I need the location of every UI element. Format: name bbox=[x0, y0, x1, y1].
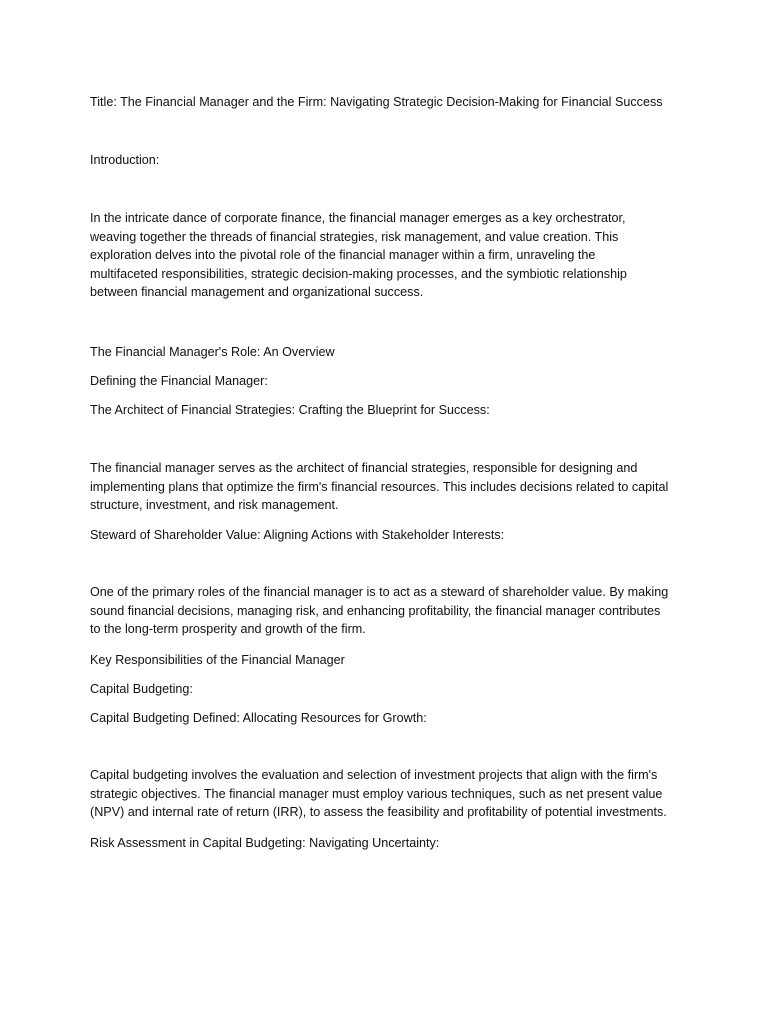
steward-heading: Steward of Shareholder Value: Aligning Actions with Stakeholder Interests: bbox=[90, 528, 505, 542]
capital-budgeting-heading: Capital Budgeting: bbox=[90, 682, 193, 696]
paragraph-line: One of the primary roles of the financial manager is to act as a steward of shareholder value. By making bbox=[90, 585, 669, 599]
paragraph-line: multifaceted responsibilities, strategic decision-making processes, and the symbiotic relationship bbox=[90, 266, 627, 281]
paragraph-line: weaving together the threads of financial strategies, risk management, and value creation. This bbox=[90, 229, 619, 244]
introduction-paragraph bbox=[90, 209, 627, 302]
architect-heading: The Architect of Financial Strategies: Crafting the Blueprint for Success: bbox=[90, 403, 490, 417]
paragraph-line: sound financial decisions, managing risk, and enhancing profitability, the financial manager contributes bbox=[90, 603, 661, 618]
paragraph-line: In the intricate dance of corporate finance, the financial manager emerges as a key orchestrator, bbox=[90, 211, 626, 225]
risk-assessment-heading: Risk Assessment in Capital Budgeting: Navigating Uncertainty: bbox=[90, 836, 440, 850]
key-responsibilities-heading: Key Responsibilities of the Financial Manager bbox=[90, 653, 345, 667]
paragraph-line: between financial management and organizational success. bbox=[90, 285, 424, 300]
introduction-heading: Introduction: bbox=[90, 153, 160, 167]
document-title: Title: The Financial Manager and the Firm: Navigating Strategic Decision-Making for Financial Success bbox=[90, 95, 663, 109]
paragraph-line: structure, investment, and risk management. bbox=[90, 498, 339, 513]
defining-heading: Defining the Financial Manager: bbox=[90, 374, 268, 388]
steward-paragraph bbox=[90, 583, 668, 639]
paragraph-line: implementing plans that optimize the firm's financial resources. This includes decisions related to capital bbox=[90, 479, 669, 494]
architect-paragraph bbox=[90, 459, 668, 515]
paragraph-line: exploration delves into the pivotal role of the financial manager within a firm, unraveling the bbox=[90, 248, 596, 263]
role-overview-heading: The Financial Manager's Role: An Overview bbox=[90, 345, 335, 359]
paragraph-line: The financial manager serves as the architect of financial strategies, responsible for designing and bbox=[90, 461, 638, 475]
paragraph-line: to the long-term prosperity and growth of the firm. bbox=[90, 622, 366, 637]
capital-budgeting-paragraph bbox=[90, 766, 667, 822]
paragraph-line: strategic objectives. The financial manager must employ various techniques, such as net present value bbox=[90, 786, 663, 801]
capital-budgeting-defined-heading: Capital Budgeting Defined: Allocating Resources for Growth: bbox=[90, 711, 427, 725]
paragraph-line: (NPV) and internal rate of return (IRR), to assess the feasibility and profitability of potential investments. bbox=[90, 805, 667, 820]
paragraph-line: Capital budgeting involves the evaluation and selection of investment projects that align with the firm's bbox=[90, 768, 658, 782]
